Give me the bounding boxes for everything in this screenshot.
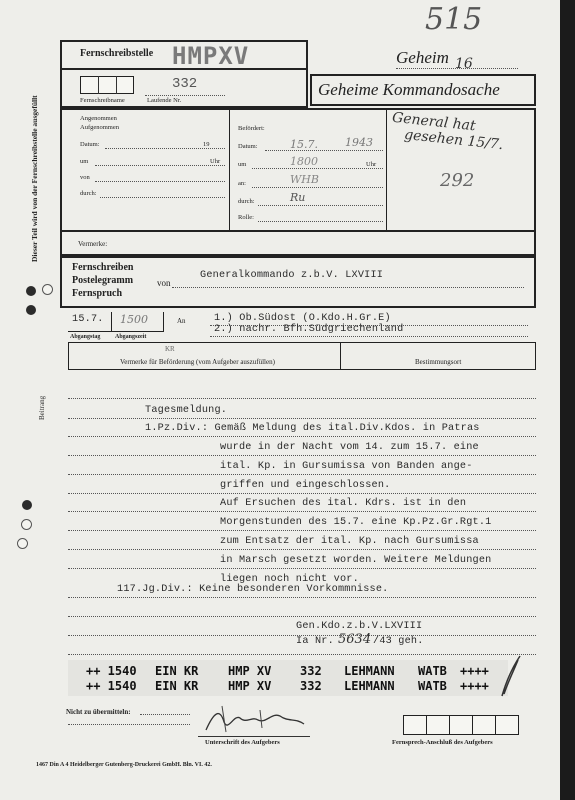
forwarded-uhr: Uhr bbox=[366, 161, 377, 168]
type-fernspruch: Fernspruch bbox=[72, 288, 122, 299]
routing-notes-label: Vermerke für Beförderung (vom Aufgeber auszufüllen) bbox=[120, 358, 275, 366]
message-line: Auf Ersuchen des ital. Kdrs. ist in den bbox=[220, 498, 467, 509]
destination-label: Bestimmungsort bbox=[415, 358, 462, 366]
strip-token: WATB bbox=[418, 679, 447, 693]
strip-token: ++ 1540 bbox=[86, 664, 137, 678]
do-not-transmit-label: Nicht zu übermitteln: bbox=[66, 708, 131, 716]
message-line: 1.Pz.Div.: Gemäß Meldung des ital.Div.Kdos. in Patras bbox=[145, 423, 480, 434]
reference-suffix: /43 geh. bbox=[373, 636, 424, 647]
punch-hole bbox=[17, 538, 28, 549]
message-line: Morgenstunden des 15.7. eine Kp.Pz.Gr.Rgt.1 bbox=[220, 517, 492, 528]
name-label: Fernschreibname bbox=[80, 97, 125, 104]
phone-connection-cells bbox=[403, 715, 519, 735]
station-value: HMPXV bbox=[172, 42, 250, 70]
strip-token: ++++ bbox=[460, 664, 489, 678]
punch-hole bbox=[26, 305, 36, 315]
forwarded-year-value: 1943 bbox=[345, 136, 373, 149]
angenommen-label: Angenommen bbox=[80, 115, 117, 122]
forwarded-date-value: 15.7. bbox=[290, 138, 318, 151]
forwarded-durch-value: Ru bbox=[290, 191, 306, 204]
strip-token: WATB bbox=[418, 664, 447, 678]
reference-number: 5634 bbox=[338, 632, 372, 647]
aufgenommen-label: Aufgenommen bbox=[80, 124, 119, 131]
von-label: von bbox=[157, 278, 171, 288]
message-line: wurde in der Nacht vom 14. zum 15.7. eine bbox=[220, 442, 479, 453]
forwarded-durch: durch: bbox=[238, 198, 255, 205]
received-durch: durch: bbox=[80, 190, 97, 197]
name-cells bbox=[80, 76, 134, 94]
strip-token: HMP XV bbox=[228, 679, 272, 693]
sender-unit: Gen.Kdo.z.b.V.LXVIII bbox=[296, 621, 423, 632]
strip-token: ++ 1540 bbox=[86, 679, 137, 693]
serial-label: Laufende Nr. bbox=[147, 97, 182, 104]
handwritten-292: 292 bbox=[440, 170, 475, 191]
departure-day-label: Abgangstag bbox=[70, 334, 101, 340]
side-instruction: Dieser Teil wird von der Fernschreibstelle ausgefüllt bbox=[30, 95, 39, 262]
strip-token: HMP XV bbox=[228, 664, 272, 678]
handwritten-check-mark bbox=[498, 652, 524, 700]
forwarded-label: Befördert: bbox=[238, 125, 265, 132]
strip-token: LEHMANN bbox=[344, 664, 395, 678]
strip-token: EIN KR bbox=[155, 664, 199, 678]
punch-hole bbox=[21, 519, 32, 530]
classification-geheim: Geheim bbox=[396, 48, 449, 67]
vermerke-label: Vermerke: bbox=[78, 240, 108, 248]
handwritten-seen-note: gesehen 15/7. bbox=[403, 126, 504, 154]
message-line: in Marsch gesetzt worden. Weitere Meldungen bbox=[220, 555, 492, 566]
handwritten-16: 16 bbox=[455, 56, 473, 72]
forwarded-time-value: 1800 bbox=[290, 155, 318, 168]
punch-hole bbox=[42, 284, 53, 295]
vermerke-row bbox=[60, 232, 536, 256]
forwarded-rolle: Rolle: bbox=[238, 214, 254, 221]
type-postelegramm: Postelegramm bbox=[72, 275, 134, 286]
message-line: zum Entsatz der ital. Kp. nach Gursumissa bbox=[220, 536, 479, 547]
type-fernschreiben: Fernschreiben bbox=[72, 262, 134, 273]
phone-connection-label: Fernsprech-Anschluß des Aufgebers bbox=[392, 739, 493, 746]
forwarded-an-value: WHB bbox=[290, 173, 319, 186]
strip-token: LEHMANN bbox=[344, 679, 395, 693]
received-um: um bbox=[80, 158, 89, 165]
handwritten-general-note: General hat bbox=[391, 109, 477, 135]
message-line: ital. Kp. in Gursumissa von Banden ange- bbox=[220, 461, 473, 472]
signature-label: Unterschrift des Aufgebers bbox=[205, 739, 280, 746]
departure-time-label: Abgangszeit bbox=[115, 334, 147, 340]
address-line-1: 1.) Ob.Südost (O.Kdo.H.Gr.E) bbox=[214, 313, 391, 324]
punch-hole bbox=[26, 286, 36, 296]
message-line: griffen und eingeschlossen. bbox=[220, 480, 391, 491]
address-line-2: 2.) nachr. Bfh.Südgriechenland bbox=[214, 324, 404, 335]
received-von: von bbox=[80, 174, 90, 181]
message-line: liegen noch nicht vor. bbox=[220, 574, 359, 585]
printer-imprint: 1467 Din A 4 Heidelberger Gutenberg-Druckerei GmbH. Bln. VI. 42. bbox=[36, 762, 212, 768]
sender-value: Generalkommando z.b.V. LXVIII bbox=[200, 270, 384, 281]
station-label: Fernschreibstelle bbox=[80, 48, 154, 59]
signature bbox=[200, 702, 310, 736]
message-line: 117.Jg.Div.: Keine besonderen Vorkommnisse. bbox=[117, 584, 389, 595]
departure-time-value: 1500 bbox=[120, 313, 148, 326]
classification-kommandosache: Geheime Kommandosache bbox=[318, 80, 500, 99]
handwritten-file-number: 515 bbox=[425, 2, 483, 37]
received-date-label: Datum: bbox=[80, 141, 100, 148]
side-label: Beitrang bbox=[38, 395, 46, 420]
message-title: Tagesmeldung. bbox=[145, 405, 228, 416]
kr-mark: KR bbox=[165, 345, 175, 353]
serial-value: 332 bbox=[172, 76, 198, 92]
forwarded-an: an: bbox=[238, 180, 246, 187]
an-label: An bbox=[177, 317, 186, 325]
departure-day-value: 15.7. bbox=[72, 314, 104, 325]
forwarded-date-label: Datum: bbox=[238, 143, 258, 150]
punch-hole bbox=[22, 500, 32, 510]
strip-token: ++++ bbox=[460, 679, 489, 693]
strip-token: 332 bbox=[300, 679, 322, 693]
strip-token: 332 bbox=[300, 664, 322, 678]
received-uhr: Uhr bbox=[210, 158, 221, 165]
forwarded-um: um bbox=[238, 161, 247, 168]
reference-prefix: Ia Nr. bbox=[296, 636, 334, 647]
strip-token: EIN KR bbox=[155, 679, 199, 693]
received-year: 19 bbox=[203, 141, 210, 148]
